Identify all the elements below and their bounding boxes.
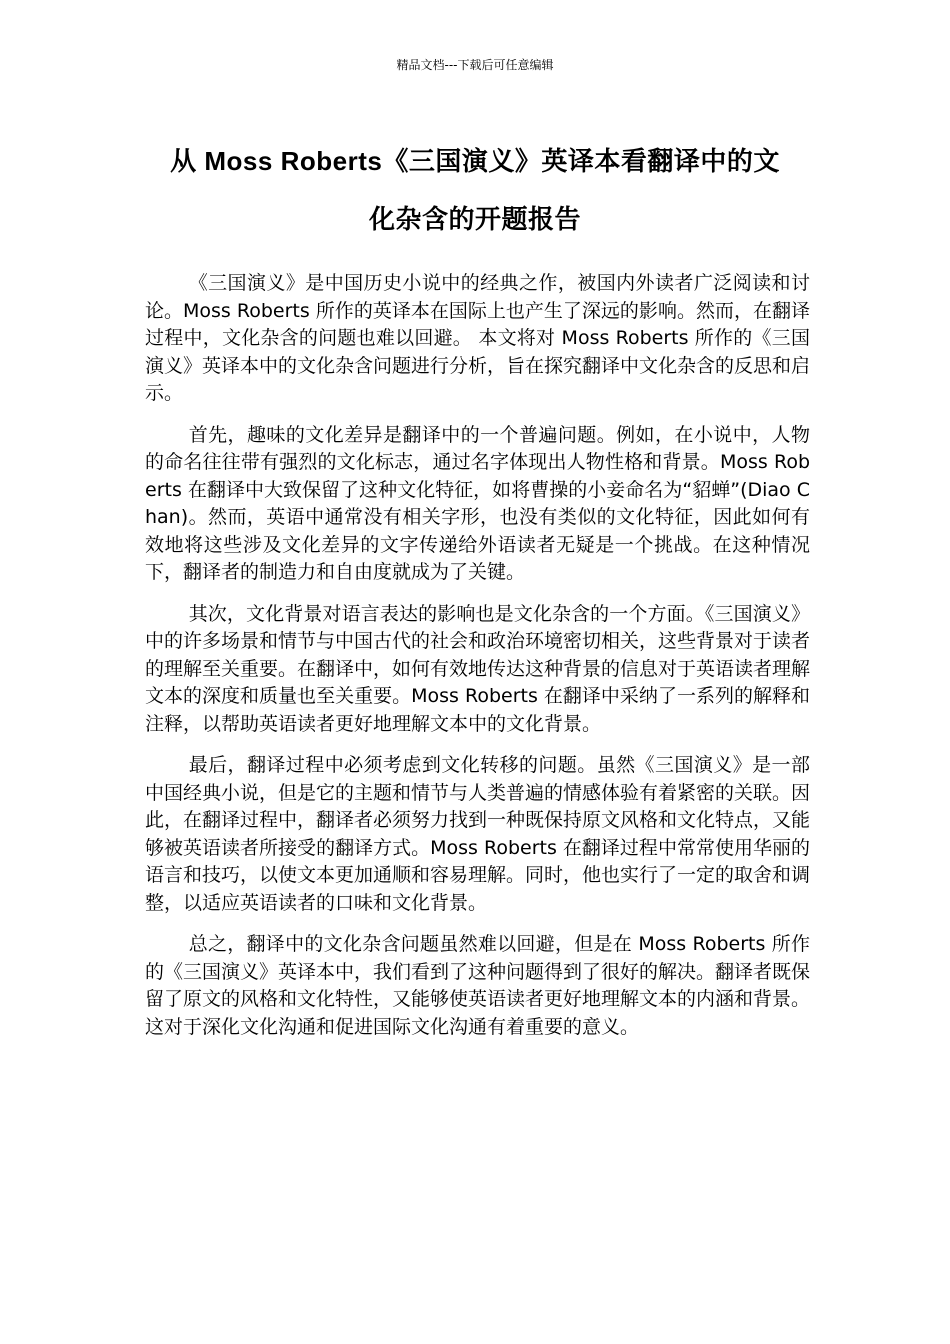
title-line-1: 从 Moss Roberts《三国演义》英译本看翻译中的文 xyxy=(170,146,780,176)
paragraph-1: 《三国演义》是中国历史小说中的经典之作，被国内外读者广泛阅读和讨论。Moss Roberts 所作的英译本在国际上也产生了深远的影响。然而，在翻译过程中，文化杂含的问题也难以回避。 本文将对 Moss Roberts 所作的《三国演义》英译本中的文化杂含问题进行分析，旨在探究翻译中文化杂含的反思和启示。 xyxy=(145,272,811,404)
paragraph-3: 其次，文化背景对语言表达的影响也是文化杂含的一个方面。《三国演义》中的许多场景和情节与中国古代的社会和政治环境密切相关，这些背景对于读者的理解至关重要。在翻译中，如何有效地传达这种背景的信息对于英语读者理解文本的深度和质量也至关重要。Moss Roberts 在翻译中采纳了一系列的解释和注释，以帮助英语读者更好地理解文本中的文化背景。 xyxy=(145,602,811,735)
document-body xyxy=(145,270,810,1055)
paragraph-2: 首先，趣味的文化差异是翻译中的一个普遍问题。例如，在小说中，人物的命名往往带有强烈的文化标志，通过名字体现出人物性格和背景。Moss Roberts 在翻译中大致保留了这种文化特征，如将曹操的小妾命名为“貂蝉”(Diao Chan)。然而，英语中通常没有相关字形，也没有类似的文化特征，因此如何有效地将这些涉及文化差异的文字传递给外语读者无疑是一个挑战。在这种情况下，翻译者的制造力和自由度就成为了关键。 xyxy=(145,423,810,583)
document-title xyxy=(140,132,810,248)
paragraph-5: 总之，翻译中的文化杂含问题虽然难以回避，但是在 Moss Roberts 所作的《三国演义》英译本中，我们看到了这种问题得到了很好的解决。翻译者既保留了原文的风格和文化特性，又能够使英语读者更好地理解文本的内涵和背景。这对于深化文化沟通和促进国际文化沟通有着重要的意义。 xyxy=(145,933,811,1038)
title-line-2: 化杂含的开题报告 xyxy=(368,204,581,234)
header-note: 精品文档---下载后可任意编辑 xyxy=(396,58,554,72)
paragraph-4: 最后，翻译过程中必须考虑到文化转移的问题。虽然《三国演义》是一部中国经典小说，但是它的主题和情节与人类普遍的情感体验有着紧密的关联。因此，在翻译过程中，翻译者必须努力找到一种既保持原文风格和文化特点，又能够被英语读者所接受的翻译方式。Moss Roberts 在翻译过程中常常使用华丽的语言和技巧，以使文本更加通顺和容易理解。同时，他也实行了一定的取舍和调整，以适应英语读者的口味和文化背景。 xyxy=(145,754,811,914)
